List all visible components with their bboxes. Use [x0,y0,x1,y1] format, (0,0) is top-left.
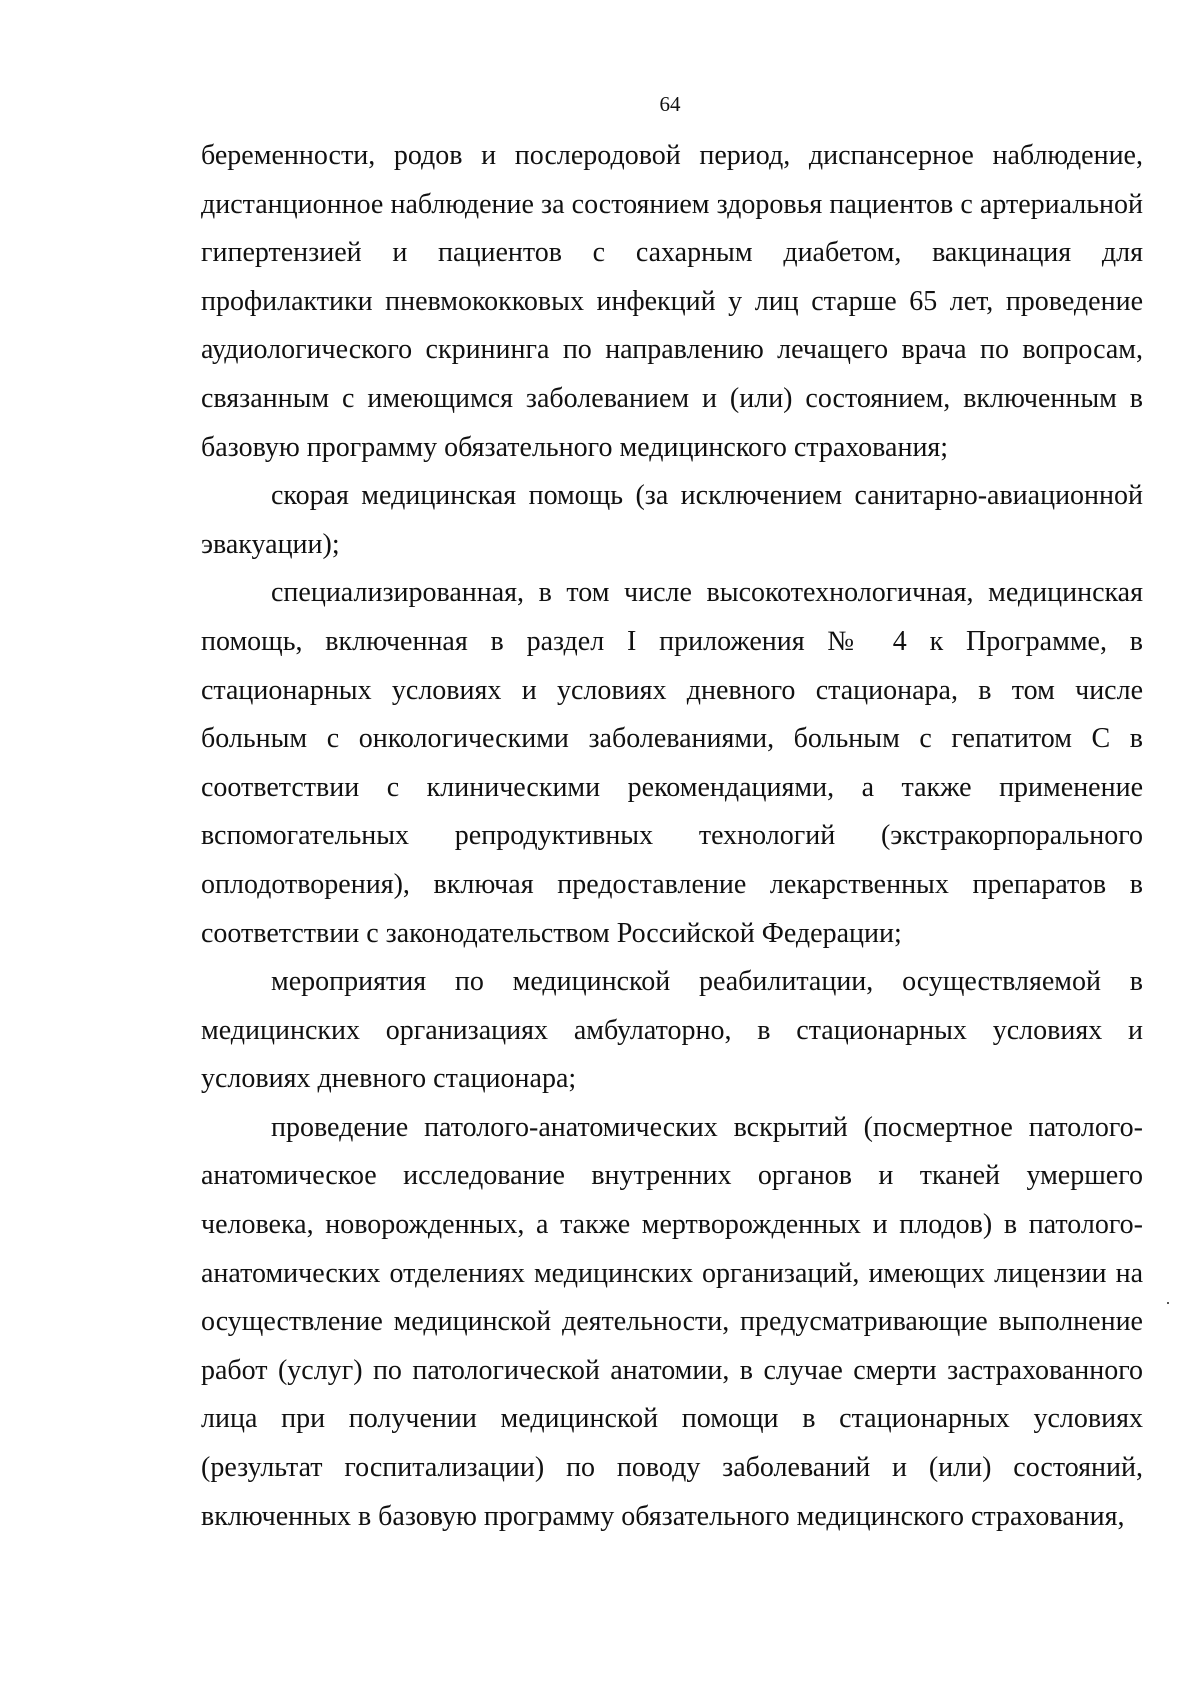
paragraph-emergency-care: скорая медицинская помощь (за исключением санитарно-авиационной эвакуации); [201,480,1143,560]
document-body [201,132,1143,1541]
page-number: 64 [659,92,681,116]
paragraph-continuation: беременности, родов и послеродовой период, диспансерное наблюдение, дистанционное наблюдение за состоянием здоровья пациентов с артериальной гипертензией и пациентов с сахарным диабетом, вакцинация для профилактики пневмококковых инфекций у лиц старше 65 лет, проведение аудиологического скрининга по направлению лечащего врача по вопросам, связанным с имеющимся заболеванием и (или) состоянием, включенным в базовую программу обязательного медицинского страхования; [201,140,1143,463]
scan-speck [1167,1302,1169,1304]
paragraph-specialized-care: специализированная, в том числе высокотехнологичная, медицинская помощь, включенная в раздел I приложения № 4 к Программе, в стационарных условиях и условиях дневного стационара, в том числе больным с онкологическими заболеваниями, больным с гепатитом С в соответствии с клиническими рекомендациями, а также применение вспомогательных репродуктивных технологий (экстракорпорального оплодотворения), включая предоставление лекарственных препаратов в соответствии с законодательством Российской Федерации; [201,577,1143,949]
paragraph-rehabilitation: мероприятия по медицинской реабилитации, осуществляемой в медицинских организациях амбулаторно, в стационарных условиях и условиях дневного стационара; [201,966,1143,1095]
paragraph-autopsies: проведение патолого-анатомических вскрытий (посмертное патолого-анатомическое исследование внутренних органов и тканей умершего человека, новорожденных, а также мертворожденных и плодов) в патолого-анатомических отделениях медицинских организаций, имеющих лицензии на осуществление медицинской деятельности, предусматривающие выполнение работ (услуг) по патологической анатомии, в случае смерти застрахованного лица при получении медицинской помощи в стационарных условиях (результат госпитализации) по поводу заболеваний и (или) состояний, включенных в базовую программу обязательного медицинского страхования, [201,1111,1143,1532]
